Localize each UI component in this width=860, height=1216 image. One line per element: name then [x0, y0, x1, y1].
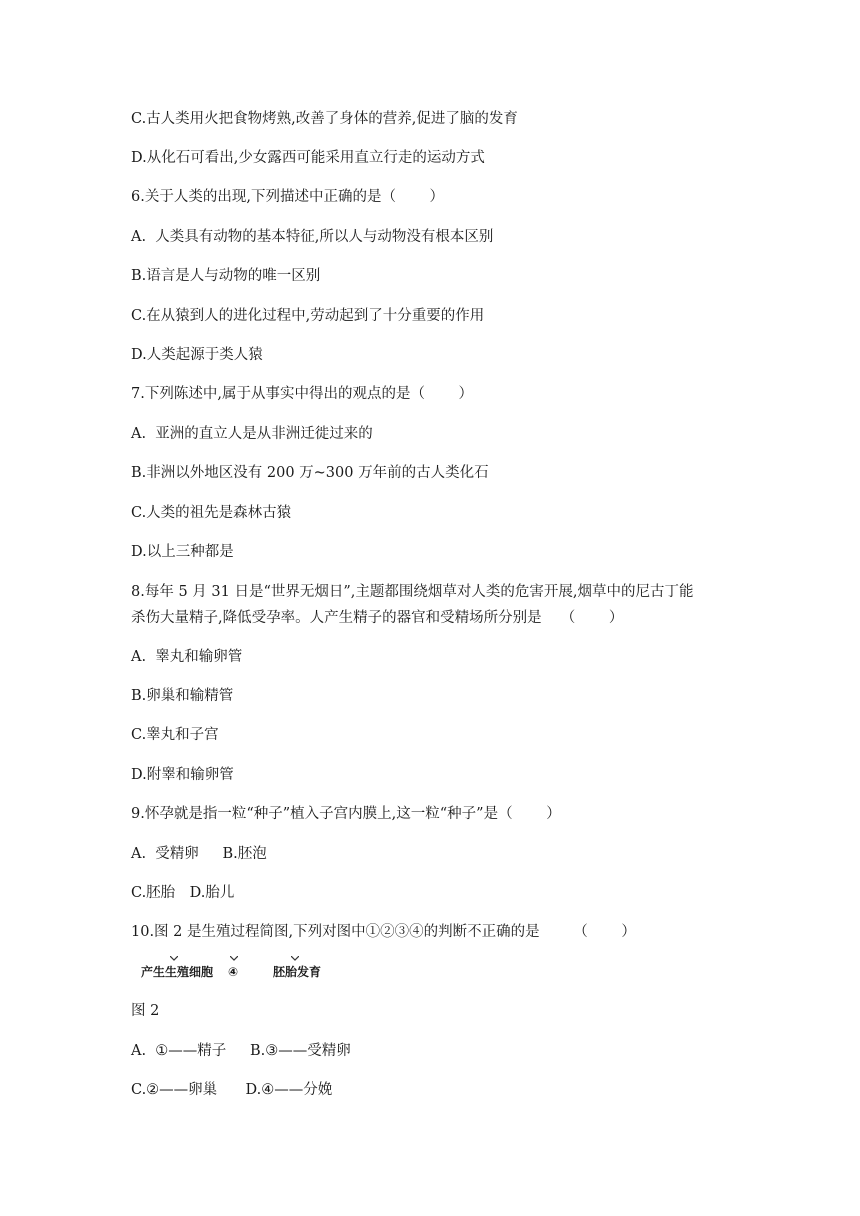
figure-caption: 图 2: [131, 1003, 160, 1019]
diagram-node-gamete-production: 产生生殖细胞: [141, 965, 214, 979]
question-8-line-2: 杀伤大量精子,降低受孕率。人产生精子的器官和受精场所分别是 （ ）: [131, 610, 624, 626]
q7-option-a: A. 亚洲的直立人是从非洲迁徙过来的: [131, 426, 373, 442]
q5-option-c: C.古人类用火把食物烤熟,改善了身体的营养,促进了脑的发育: [131, 111, 518, 127]
question-7: 7.下列陈述中,属于从事实中得出的观点的是（ ）: [131, 386, 474, 402]
arrow-tick-icon: [170, 956, 178, 961]
q10-options-ab: A. ①——精子 B.③——受精卵: [131, 1043, 351, 1059]
question-6: 6.关于人类的出现,下列描述中正确的是（ ）: [131, 189, 445, 205]
diagram-node-4: ④: [228, 965, 239, 979]
arrow-tick-icon: [291, 956, 299, 961]
q8-option-a: A. 睾丸和输卵管: [131, 649, 243, 665]
question-10: 10.图 2 是生殖过程简图,下列对图中①②③④的判断不正确的是 （ ）: [131, 924, 636, 940]
question-9: 9.怀孕就是指一粒“种子”植入子宫内膜上,这一粒“种子”是（ ）: [131, 806, 561, 822]
q10-options-cd: C.②——卵巢 D.④——分娩: [131, 1082, 333, 1098]
q6-option-b: B.语言是人与动物的唯一区别: [131, 268, 321, 284]
question-8-line-1: 8.每年 5 月 31 日是“世界无烟日”,主题都围绕烟草对人类的危害开展,烟草中的尼古丁能: [131, 584, 694, 600]
arrow-tick-icon: [230, 956, 238, 961]
q6-option-a: A. 人类具有动物的基本特征,所以人与动物没有根本区别: [131, 229, 494, 245]
q7-option-c: C.人类的祖先是森林古猿: [131, 505, 292, 521]
q7-option-d: D.以上三种都是: [131, 544, 234, 560]
reproduction-diagram: [131, 954, 391, 984]
q8-option-d: D.附睾和输卵管: [131, 767, 234, 783]
q8-option-c: C.睾丸和子宫: [131, 727, 219, 743]
q6-option-c: C.在从猿到人的进化过程中,劳动起到了十分重要的作用: [131, 308, 485, 324]
q9-options-cd: C.胚胎 D.胎儿: [131, 885, 235, 901]
q8-option-b: B.卵巢和输精管: [131, 688, 234, 704]
q5-option-d: D.从化石可看出,少女露西可能采用直立行走的运动方式: [131, 150, 485, 166]
q6-option-d: D.人类起源于类人猿: [131, 347, 263, 363]
q9-options-ab: A. 受精卵 B.胚泡: [131, 846, 267, 862]
q7-option-b: B.非洲以外地区没有 200 万~300 万年前的古人类化石: [131, 465, 489, 481]
diagram-node-embryo-development: 胚胎发育: [273, 965, 322, 979]
